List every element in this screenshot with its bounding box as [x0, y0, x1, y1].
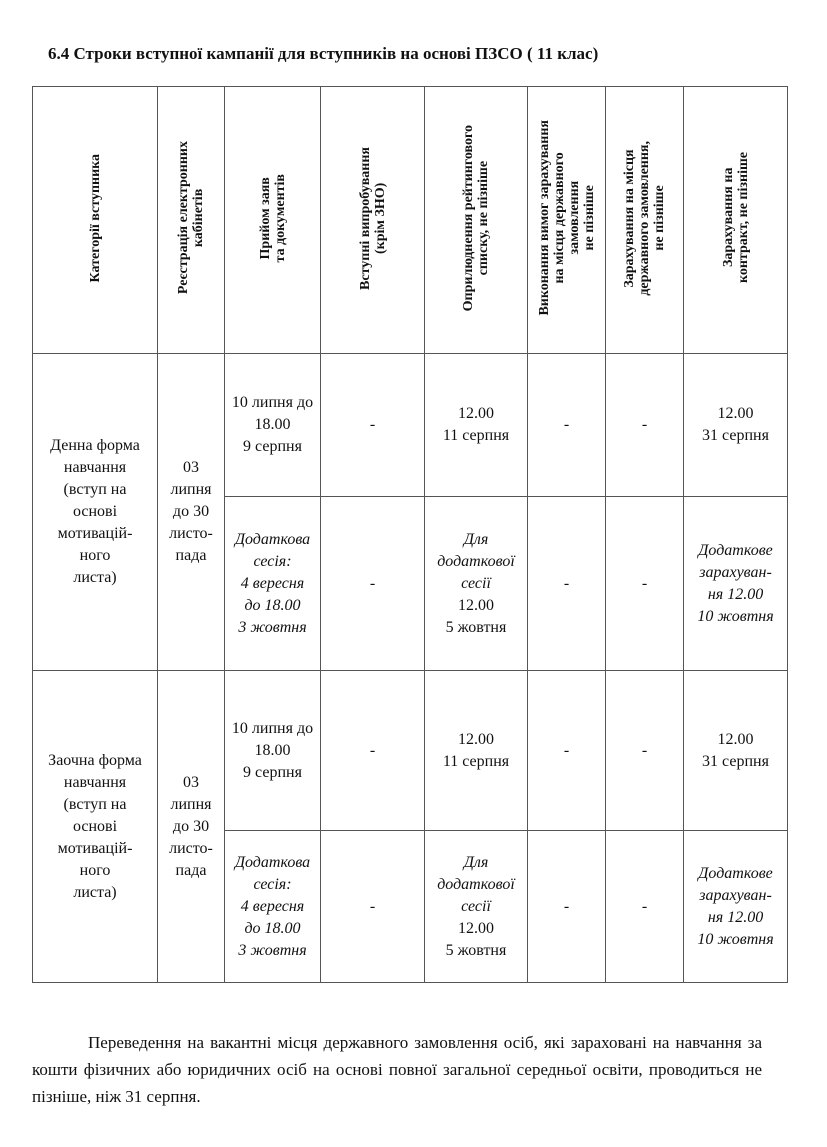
requirements-cell: -	[528, 497, 606, 671]
state-order-cell: -	[606, 831, 684, 983]
contract-cell: Додаткове зарахуван- ня 12.00 10 жовтня	[684, 497, 788, 671]
section-title: 6.4 Строки вступної кампанії для вступників на основі ПЗСО ( 11 клас)	[48, 44, 599, 63]
exams-cell: -	[321, 671, 425, 831]
admission-schedule-table	[32, 86, 788, 983]
ranking-cell: 12.00 11 серпня	[425, 671, 528, 831]
requirements-cell: -	[528, 354, 606, 497]
contract-cell: Додаткове зарахуван- ня 12.00 10 жовтня	[684, 831, 788, 983]
state-order-cell: -	[606, 354, 684, 497]
ranking-cell: 12.00 11 серпня	[425, 354, 528, 497]
transfer-paragraph: Переведення на вакантні місця державного замовлення осіб, які зараховані на навчання за кошти фізичних або юридичних осіб на основі повної загальної середньої освіти, проводиться не пізніше, ніж 31 серпня.	[32, 1033, 762, 1106]
exams-cell: -	[321, 354, 425, 497]
registration-cell: 03 липня до 30 листо- пада	[158, 354, 225, 671]
state-order-cell: -	[606, 497, 684, 671]
header-row	[33, 87, 788, 354]
contract-cell: 12.00 31 серпня	[684, 671, 788, 831]
header-requirements: Виконання вимог зарахування на місця державного замовлення не пізніше	[528, 87, 606, 354]
contract-cell: 12.00 31 серпня	[684, 354, 788, 497]
header-category: Категорії вступника	[33, 87, 158, 354]
state-order-cell: -	[606, 671, 684, 831]
category-cell: Заочна форма навчання (вступ на основі мотивацій- ного листа)	[33, 671, 158, 983]
acceptance-cell: Додаткова сесія: 4 вересня до 18.00 3 жовтня	[225, 497, 321, 671]
header-state-order: Зарахування на місця державного замовлення, не пізніше	[606, 87, 684, 354]
requirements-cell: -	[528, 831, 606, 983]
exams-cell: -	[321, 497, 425, 671]
exams-cell: -	[321, 831, 425, 983]
header-registration: Реєстрація електронних кабінетів	[158, 87, 225, 354]
registration-cell: 03 липня до 30 листо- пада	[158, 671, 225, 983]
requirements-cell: -	[528, 671, 606, 831]
category-cell: Денна форма навчання (вступ на основі мотивацій- ного листа)	[33, 354, 158, 671]
table-row	[33, 671, 788, 831]
acceptance-cell: 10 липня до 18.00 9 серпня	[225, 671, 321, 831]
header-contract: Зарахування на контракт, не пізніше	[684, 87, 788, 354]
ranking-cell: Для додаткової сесії 12.00 5 жовтня	[425, 497, 528, 671]
table-row	[33, 354, 788, 497]
header-ranking: Оприлюднення рейтингового списку, не пізніше	[425, 87, 528, 354]
ranking-cell: Для додаткової сесії 12.00 5 жовтня	[425, 831, 528, 983]
header-exams: Вступні випробування (крім ЗНО)	[321, 87, 425, 354]
header-acceptance: Прийом заяв та документів	[225, 87, 321, 354]
acceptance-cell: Додаткова сесія: 4 вересня до 18.00 3 жовтня	[225, 831, 321, 983]
acceptance-cell: 10 липня до 18.00 9 серпня	[225, 354, 321, 497]
